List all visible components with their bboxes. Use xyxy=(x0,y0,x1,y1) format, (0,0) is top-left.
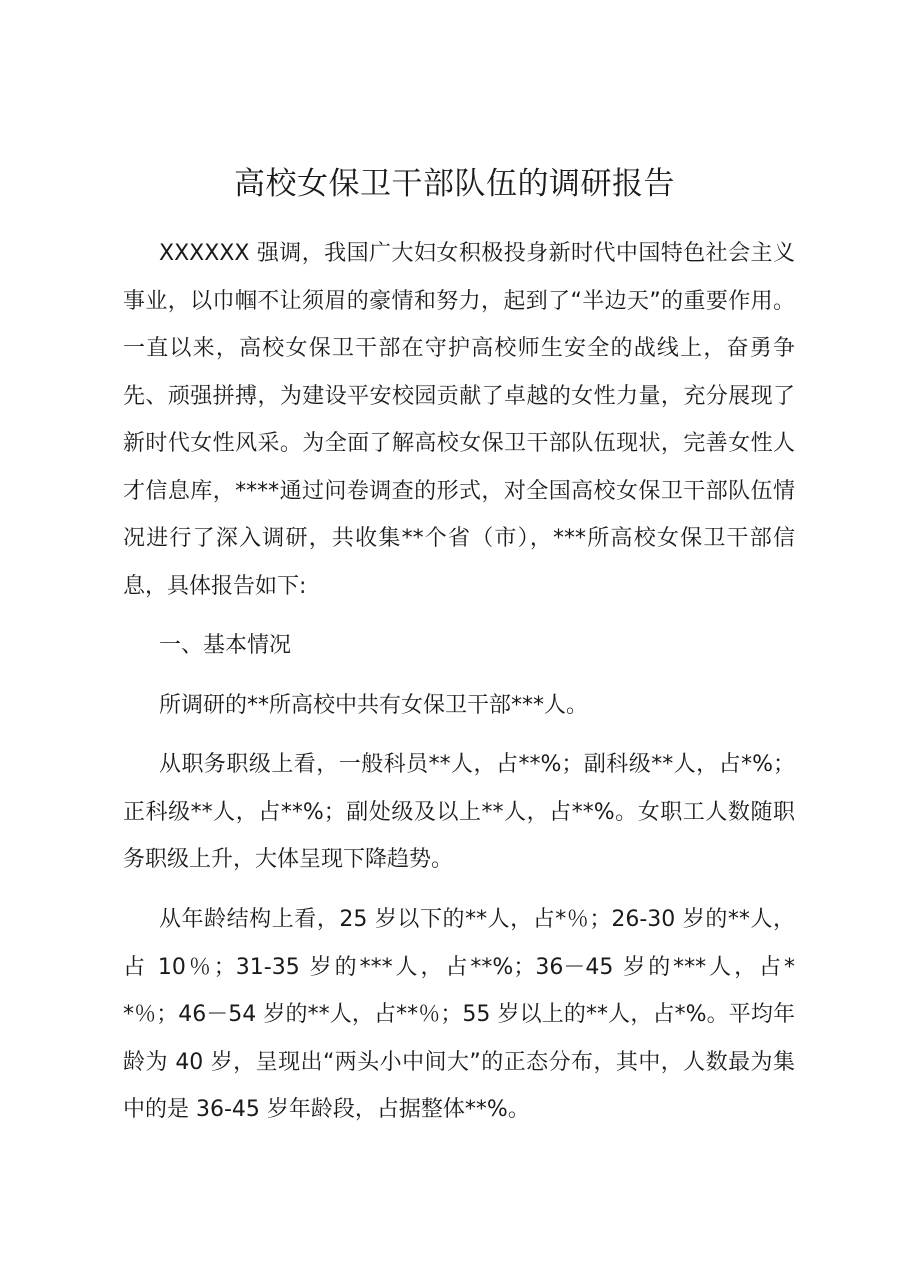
rank-distribution-paragraph: 从职务职级上看，一般科员**人，占**%；副科级**人，占*%；正科级**人，占**%；副处级及以上**人，占**%。女职工人数随职务职级上升，大体呈现下降趋势。 xyxy=(123,752,795,872)
section-heading-basic-info: 一、基本情况 xyxy=(159,633,292,658)
document-title: 高校女保卫干部队伍的调研报告 xyxy=(234,166,675,202)
total-count-paragraph: 所调研的**所高校中共有女保卫干部***人。 xyxy=(159,693,589,718)
age-distribution-paragraph: 从年龄结构上看，25 岁以下的**人，占*％；26-30 岁的**人，占 10％；31-35 岁的***人，占**%；36－45 岁的***人，占**％；46－54 岁的**人，占**％；55 岁以上的**人，占*%。平均年龄为 40 岁，呈现出“两头小中间大”的正态分布，其中，人数最为集中的是 36-45 岁年龄段，占据整体**%。 xyxy=(123,907,795,1122)
intro-paragraph: XXXXXX 强调，我国广大妇女积极投身新时代中国特色社会主义事业，以巾帼不让须眉的豪情和努力，起到了“半边天”的重要作用。一直以来，高校女保卫干部在守护高校师生安全的战线上，奋勇争先、顽强拼搏，为建设平安校园贡献了卓越的女性力量，充分展现了新时代女性风采。为全面了解高校女保卫干部队伍现状，完善女性人才信息库，****通过问卷调查的形式，对全国高校女保卫干部队伍情况进行了深入调研，共收集**个省（市），***所高校女保卫干部信息，具体报告如下: xyxy=(123,241,795,599)
